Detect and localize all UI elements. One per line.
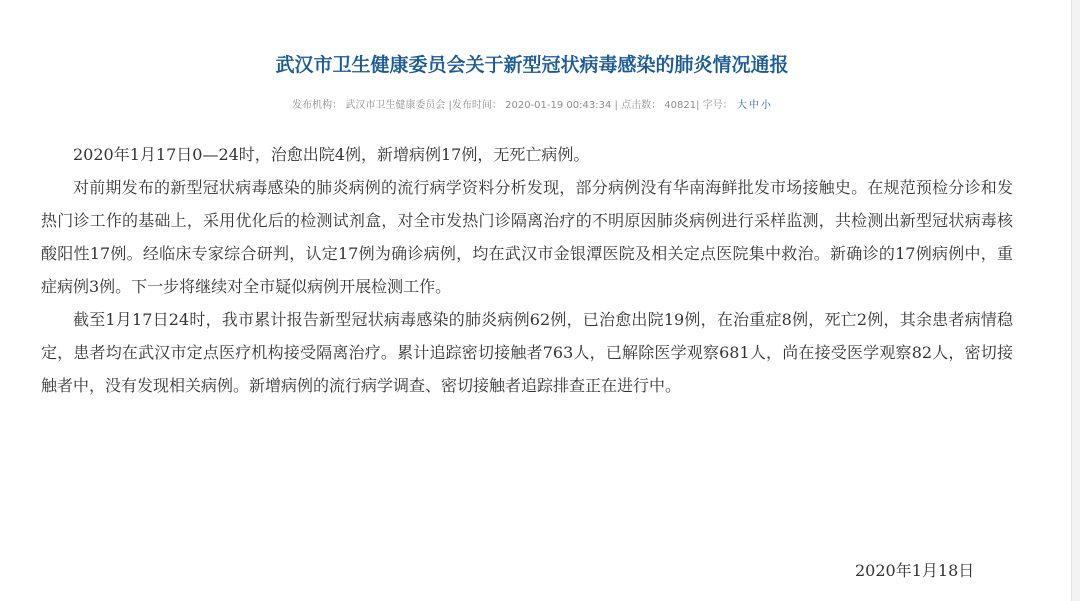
article-paragraph: 2020年1月17日0—24时，治愈出院4例，新增病例17例，无死亡病例。 [73,145,590,164]
time-label: 发布时间： [451,100,502,111]
article-paragraph: 对前期发布的新型冠状病毒感染的肺炎病例的流行病学资料分析发现，部分病例没有华南海鲜批发市场接触史。在规范预检分诊和发热门诊工作的基础上，采用优化后的检测试剂盒，对全市发热门诊隔离治疗的不明原因肺炎病例进行采样监测，共检测出新型冠状病毒核酸阳性17例。经临床专家综合研判，认定17例为确诊病例，均在武汉市金银潭医院及相关定点医院集中救治。新确诊的17例病例中，重症病例3例。下一步将继续对全市疑似病例开展检测工作。 [41,178,1013,296]
publish-time: 2020-01-19 00:43:34 [505,100,612,111]
click-count: 40821 [664,100,697,111]
font-size-medium-link[interactable]: 中 [748,100,759,111]
meta-separator: | [696,100,700,111]
article-meta [0,96,1064,111]
publish-date: 2020年1月18日 [855,561,975,580]
meta-separator: | [614,100,618,111]
article-paragraph: 截至1月17日24时，我市累计报告新型冠状病毒感染的肺炎病例62例，已治愈出院19例，在治重症8例，死亡2例，其余患者病情稳定，患者均在武汉市定点医疗机构接受隔离治疗。累计追踪密切接触者763人，已解除医学观察681人，尚在接受医学观察82人，密切接触者中，没有发现相关病例。新增病例的流行病学调查、密切接触者追踪排查正在进行中。 [41,310,1013,395]
font-size-large-link[interactable]: 大 [736,100,747,111]
font-size-small-link[interactable]: 小 [760,100,771,111]
clicks-label: 点击数： [621,100,662,111]
article-title: 武汉市卫生健康委员会关于新型冠状病毒感染的肺炎情况通报 [275,53,789,76]
publisher-label: 发布机构： [292,100,343,111]
scrollbar-edge[interactable] [1071,0,1080,601]
publisher-value: 武汉市卫生健康委员会 [345,100,446,111]
article-body [41,138,1013,402]
font-size-label: 字号： [702,100,733,111]
meta-separator: | [448,100,452,111]
